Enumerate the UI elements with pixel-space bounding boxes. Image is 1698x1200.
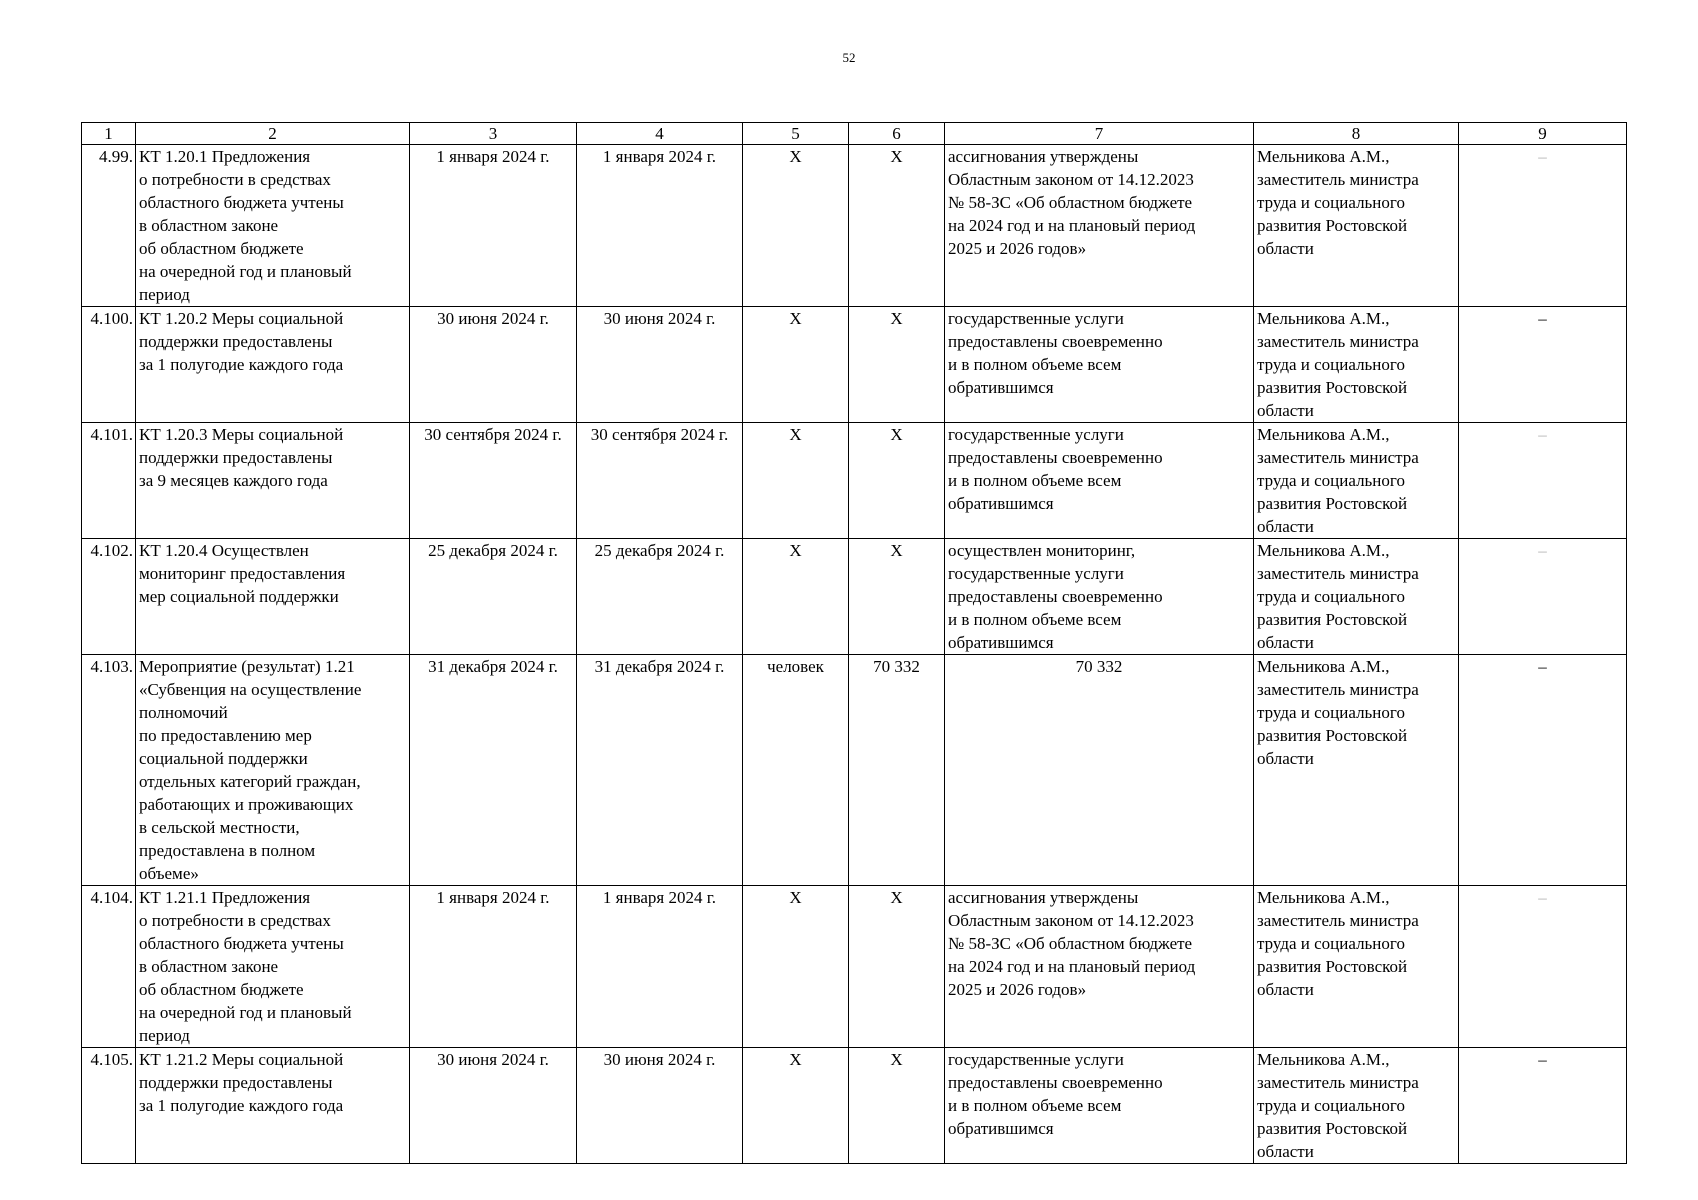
unit-of-measure: X xyxy=(743,307,849,423)
row-number: 4.101. xyxy=(82,423,136,539)
row-number: 4.105. xyxy=(82,1048,136,1164)
note-dash: – xyxy=(1459,1048,1627,1164)
unit-of-measure: человек xyxy=(743,655,849,886)
responsible-person: Мельникова А.М., заместитель министра труда и социального развития Ростовской области xyxy=(1254,145,1459,307)
responsible-person: Мельникова А.М., заместитель министра труда и социального развития Ростовской области xyxy=(1254,307,1459,423)
header-cell-3: 3 xyxy=(410,123,577,145)
event-name: КТ 1.20.1 Предложения о потребности в средствах областного бюджета учтены в областном законе об областном бюджете на очередной год и плановый период xyxy=(136,145,410,307)
table-row xyxy=(82,539,1627,655)
row-number: 4.102. xyxy=(82,539,136,655)
base-value: X xyxy=(849,145,945,307)
unit-of-measure: X xyxy=(743,886,849,1048)
row-number: 4.99. xyxy=(82,145,136,307)
event-name: КТ 1.20.2 Меры социальной поддержки предоставлены за 1 полугодие каждого года xyxy=(136,307,410,423)
result-description: ассигнования утверждены Областным законом от 14.12.2023 № 58-ЗС «Об областном бюджете на 2024 год и на плановый период 2025 и 2026 годов» xyxy=(945,886,1254,1048)
responsible-person: Мельникова А.М., заместитель министра труда и социального развития Ростовской области xyxy=(1254,886,1459,1048)
note-dash: – xyxy=(1459,886,1627,1048)
event-name: КТ 1.20.4 Осуществлен мониторинг предоставления мер социальной поддержки xyxy=(136,539,410,655)
unit-of-measure: X xyxy=(743,1048,849,1164)
row-number: 4.103. xyxy=(82,655,136,886)
plan-table xyxy=(81,122,1627,1164)
end-date: 30 июня 2024 г. xyxy=(577,1048,743,1164)
start-date: 30 июня 2024 г. xyxy=(410,1048,577,1164)
start-date: 1 января 2024 г. xyxy=(410,145,577,307)
header-cell-9: 9 xyxy=(1459,123,1627,145)
note-dash: – xyxy=(1459,307,1627,423)
base-value: X xyxy=(849,539,945,655)
header-cell-4: 4 xyxy=(577,123,743,145)
header-cell-7: 7 xyxy=(945,123,1254,145)
header-cell-2: 2 xyxy=(136,123,410,145)
table-row xyxy=(82,655,1627,886)
start-date: 30 сентября 2024 г. xyxy=(410,423,577,539)
unit-of-measure: X xyxy=(743,423,849,539)
base-value: X xyxy=(849,307,945,423)
start-date: 25 декабря 2024 г. xyxy=(410,539,577,655)
note-dash: – xyxy=(1459,145,1627,307)
table-row xyxy=(82,1048,1627,1164)
result-description: государственные услуги предоставлены своевременно и в полном объеме всем обратившимся xyxy=(945,307,1254,423)
note-dash: – xyxy=(1459,423,1627,539)
result-description: ассигнования утверждены Областным законом от 14.12.2023 № 58-ЗС «Об областном бюджете на 2024 год и на плановый период 2025 и 2026 годов» xyxy=(945,145,1254,307)
table-row xyxy=(82,423,1627,539)
end-date: 1 января 2024 г. xyxy=(577,145,743,307)
end-date: 31 декабря 2024 г. xyxy=(577,655,743,886)
end-date: 1 января 2024 г. xyxy=(577,886,743,1048)
end-date: 30 июня 2024 г. xyxy=(577,307,743,423)
end-date: 25 декабря 2024 г. xyxy=(577,539,743,655)
header-row xyxy=(82,123,1627,145)
unit-of-measure: X xyxy=(743,145,849,307)
note-dash: – xyxy=(1459,539,1627,655)
header-cell-5: 5 xyxy=(743,123,849,145)
start-date: 31 декабря 2024 г. xyxy=(410,655,577,886)
note-dash: – xyxy=(1459,655,1627,886)
base-value: X xyxy=(849,423,945,539)
end-date: 30 сентября 2024 г. xyxy=(577,423,743,539)
start-date: 30 июня 2024 г. xyxy=(410,307,577,423)
result-description: 70 332 xyxy=(945,655,1254,886)
unit-of-measure: X xyxy=(743,539,849,655)
event-name: КТ 1.21.2 Меры социальной поддержки предоставлены за 1 полугодие каждого года xyxy=(136,1048,410,1164)
row-number: 4.104. xyxy=(82,886,136,1048)
base-value: X xyxy=(849,886,945,1048)
header-cell-6: 6 xyxy=(849,123,945,145)
start-date: 1 января 2024 г. xyxy=(410,886,577,1048)
responsible-person: Мельникова А.М., заместитель министра труда и социального развития Ростовской области xyxy=(1254,423,1459,539)
table-row xyxy=(82,307,1627,423)
responsible-person: Мельникова А.М., заместитель министра труда и социального развития Ростовской области xyxy=(1254,539,1459,655)
result-description: государственные услуги предоставлены своевременно и в полном объеме всем обратившимся xyxy=(945,423,1254,539)
base-value: X xyxy=(849,1048,945,1164)
header-cell-1: 1 xyxy=(82,123,136,145)
result-description: осуществлен мониторинг, государственные услуги предоставлены своевременно и в полном объеме всем обратившимся xyxy=(945,539,1254,655)
page-number: 52 xyxy=(842,50,856,65)
event-name: КТ 1.20.3 Меры социальной поддержки предоставлены за 9 месяцев каждого года xyxy=(136,423,410,539)
table-row xyxy=(82,886,1627,1048)
row-number: 4.100. xyxy=(82,307,136,423)
event-name: Мероприятие (результат) 1.21 «Субвенция на осуществление полномочий по предоставлению мер социальной поддержки отдельных категорий граждан, работающих и проживающих в сельской местности, предоставлена в полном объеме» xyxy=(136,655,410,886)
header-cell-8: 8 xyxy=(1254,123,1459,145)
event-name: КТ 1.21.1 Предложения о потребности в средствах областного бюджета учтены в областном законе об областном бюджете на очередной год и плановый период xyxy=(136,886,410,1048)
table-row xyxy=(82,145,1627,307)
responsible-person: Мельникова А.М., заместитель министра труда и социального развития Ростовской области xyxy=(1254,655,1459,886)
base-value: 70 332 xyxy=(849,655,945,886)
result-description: государственные услуги предоставлены своевременно и в полном объеме всем обратившимся xyxy=(945,1048,1254,1164)
responsible-person: Мельникова А.М., заместитель министра труда и социального развития Ростовской области xyxy=(1254,1048,1459,1164)
